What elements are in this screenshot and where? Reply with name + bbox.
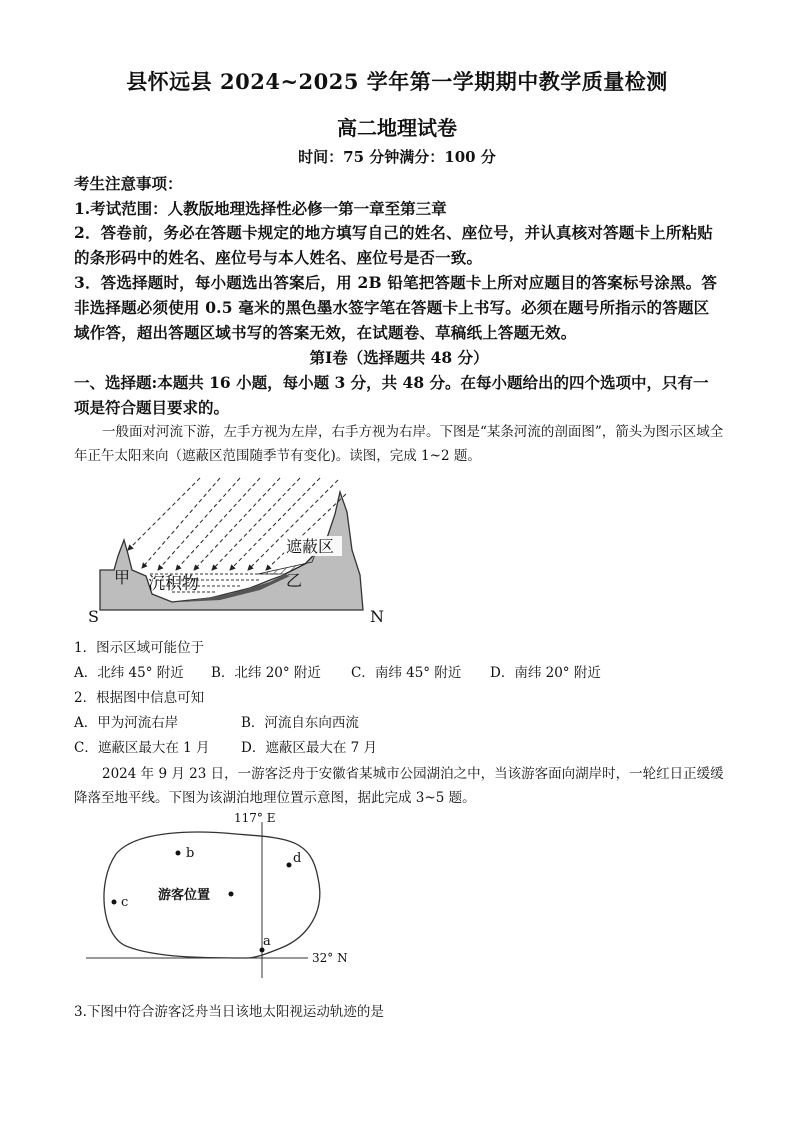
notice-item-3: 3．答选择题时，每小题选出答案后，用 2B 铅笔把答题卡上所对应题目的答案标号涂黑。答非选择题必须使用 0.5 毫米的黑色墨水签字笔在答题卡上书写。必须在题号所指示的答题区域作答，超出答题区域书写的答案无效，在试题卷、草稿纸上答题无效。 bbox=[74, 273, 718, 342]
notice-item-2: 2．答卷前，务必在答题卡规定的地方填写自己的姓名、座位号，并认真核对答题卡上所粘贴的条形码中的姓名、座位号与本人姓名、座位号是否一致。 bbox=[74, 223, 713, 267]
exam-meta: 时间：75 分钟满分：100 分 bbox=[298, 148, 496, 166]
point-d-dot bbox=[287, 863, 292, 868]
lake-location-map bbox=[86, 808, 376, 978]
point-c-label: c bbox=[121, 895, 129, 910]
label-jia: 甲 bbox=[114, 568, 131, 587]
passage-1: 一般面对河流下游，左手方视为左岸，右手方视为右岸。下图是“某条河流的剖面图”，箭头为图示区域全年正午太阳来向（遮蔽区范围随季节有变化)。读图，完成 1~2 题。 bbox=[74, 424, 724, 464]
tourist-dot bbox=[229, 892, 234, 897]
tourist-label: 游客位置 bbox=[158, 888, 211, 903]
q1-stem: 1．图示区域可能位于 bbox=[74, 640, 205, 656]
q2-option-a: A．甲为河流右岸 bbox=[74, 715, 179, 731]
exam-subtitle: 高二地理试卷 bbox=[337, 116, 457, 140]
passage-2: 2024 年 9 月 23 日，一游客泛舟于安徽省某城市公园湖泊之中，当该游客面向湖岸时，一轮红日正缓缓降落至地平线。下图为该湖泊地理位置示意图，据此完成 3~5 题。 bbox=[74, 766, 724, 806]
q1-option-b: B．北纬 20° 附近 bbox=[211, 665, 321, 681]
q3-stem: 3.下图中符合游客泛舟当日该地太阳视运动轨迹的是 bbox=[74, 1004, 384, 1020]
point-d-label: d bbox=[293, 851, 302, 866]
q1-option-d: D．南纬 20° 附近 bbox=[490, 665, 601, 681]
exam-title: 县怀远县 2024~2025 学年第一学期期中教学质量检测 bbox=[126, 69, 668, 94]
q1-option-a: A．北纬 45° 附近 bbox=[74, 665, 184, 681]
label-s: S bbox=[88, 607, 99, 626]
label-sediment: 沉积物 bbox=[148, 574, 199, 594]
label-n: N bbox=[370, 607, 384, 626]
notice-heading: 考生注意事项： bbox=[74, 174, 183, 193]
point-b-dot bbox=[176, 851, 181, 856]
point-a-label: a bbox=[263, 934, 271, 949]
label-shade: 遮蔽区 bbox=[286, 537, 335, 556]
q1-option-c: C．南纬 45° 附近 bbox=[351, 665, 462, 681]
point-c-dot bbox=[112, 900, 117, 905]
label-32n: 32° N bbox=[312, 951, 348, 965]
notice-item-1: 1.考试范围：人教版地理选择性必修一第一章至第三章 bbox=[74, 199, 447, 218]
section-intro: 一、选择题:本题共 16 小题，每小题 3 分，共 48 分。在每小题给出的四个选项中，只有一项是符合题目要求的。 bbox=[74, 373, 709, 417]
q2-option-c: C．遮蔽区最大在 1 月 bbox=[74, 740, 210, 756]
river-profile-figure bbox=[80, 470, 400, 630]
q2-option-d: D．遮蔽区最大在 7 月 bbox=[241, 740, 377, 756]
point-b-label: b bbox=[186, 846, 195, 861]
section-title: 第Ⅰ卷（选择题共 48 分） bbox=[309, 348, 489, 367]
label-yi: 乙 bbox=[286, 571, 303, 590]
q2-stem: 2．根据图中信息可知 bbox=[74, 690, 205, 706]
q2-option-b: B．河流自东向西流 bbox=[241, 715, 359, 731]
label-117e: 117° E bbox=[234, 811, 276, 825]
